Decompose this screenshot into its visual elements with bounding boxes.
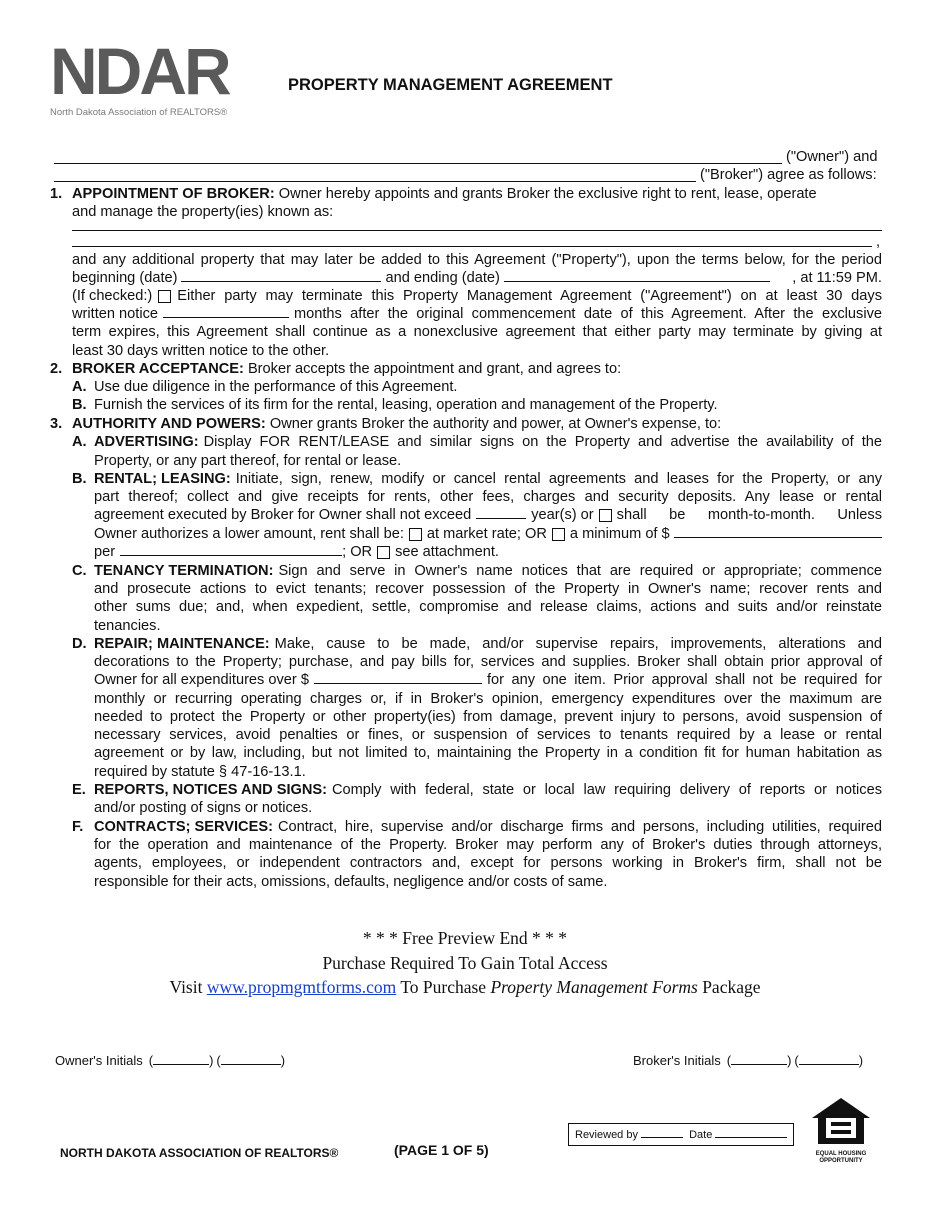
section-1-number: 1. — [50, 186, 63, 202]
expenditure-limit-field[interactable] — [314, 671, 482, 684]
notice-months-field[interactable] — [163, 305, 289, 318]
section-3d-line-8: required by statute § 47-16-13.1. — [94, 764, 306, 780]
section-3b-line-3 — [94, 506, 882, 524]
termination-option-text: Either party may terminate this Property Management Agreement ("Agreement") on at least 30 days — [177, 288, 882, 304]
section-1-text-1: Owner hereby appoints and grants Broker the exclusive right to rent, lease, operate — [278, 186, 817, 202]
section-3f-letter: F. — [72, 819, 84, 835]
section-3-text: Owner grants Broker the authority and power, at Owner's expense, to: — [269, 416, 722, 432]
section-3d-line-5: needed to protect the Property or other property(ies) from damage, prevent injury to persons, avoid suspension of — [94, 709, 882, 725]
section-3f-text-1: Contract, hire, supervise and/or discharge firms and persons, including utilities, required — [277, 819, 882, 835]
section-3f-line-1 — [94, 818, 882, 836]
section-3d-line-7: agreement or by law, including, but not limited to, maintaining the Property in a condition fit for human habitation as — [94, 745, 882, 761]
owner-initials-label: Owner's Initials — [55, 1053, 143, 1068]
section-1-line-7: term expires, this Agreement shall continue as a nonexclusive agreement that either party may terminate by giving at — [72, 324, 882, 340]
section-2a-text: Use due diligence in the performance of this Agreement. — [94, 379, 458, 395]
visit-line — [0, 977, 930, 998]
ndar-logo — [50, 34, 250, 120]
broker-initials-field-2[interactable] — [799, 1054, 859, 1065]
beginning-date-field[interactable] — [181, 269, 381, 282]
eho-line-2: OPPORTUNITY — [819, 1158, 863, 1164]
section-3c-line-3: other sums due; and, when expedient, settle, compromise and release claims, actions and suits and/or reinstate — [94, 599, 882, 615]
rent-amount-text: Owner authorizes a lower amount, rent shall be: — [94, 526, 404, 542]
eho-line-1: EQUAL HOUSING — [815, 1151, 867, 1157]
section-2-heading: BROKER ACCEPTANCE: — [72, 361, 244, 377]
broker-initials: Broker's Initials ( ) ( ) — [633, 1053, 864, 1068]
page-number: (PAGE 1 OF 5) — [394, 1142, 489, 1158]
section-3c-line-2: and prosecute actions to evict tenants; recover possession of the Property in Owner's name; recover rents and — [94, 581, 882, 597]
section-3c-letter: C. — [72, 563, 87, 579]
section-3f-heading: CONTRACTS; SERVICES: — [94, 819, 273, 835]
equal-housing-icon — [810, 1096, 872, 1146]
propmgmtforms-link[interactable]: www.propmgmtforms.com — [206, 977, 397, 997]
month-to-month-checkbox[interactable] — [599, 509, 612, 522]
section-2b-text: Furnish the services of its firm for the rental, leasing, operation and management of the Property. — [94, 397, 718, 413]
notice-months-text: months after the original commencement date of this Agreement. After the exclusive — [293, 306, 882, 322]
section-3b-text-1: Initiate, sign, renew, modify or cancel rental agreements and leases for the Property, or any — [235, 471, 882, 487]
section-3a-text-1: Display FOR RENT/LEASE and similar signs on the Property and advertise the availability of the — [203, 434, 882, 450]
expenditure-limit-text-2: for any one item. Prior approval shall not be required for — [486, 672, 882, 688]
section-3-number: 3. — [50, 416, 63, 432]
broker-suffix: ("Broker") agree as follows: — [700, 167, 877, 183]
if-checked-label: (If checked:) — [72, 288, 153, 304]
address-comma: , — [876, 234, 881, 250]
years-or-text: year(s) or — [531, 507, 594, 523]
broker-initials-field-1[interactable] — [731, 1054, 787, 1065]
section-3b-heading: RENTAL; LEASING: — [94, 471, 231, 487]
minimum-rent-text: a minimum of $ — [569, 526, 670, 542]
reviewed-by-field[interactable] — [641, 1128, 683, 1138]
footer-org: NORTH DAKOTA ASSOCIATION OF REALTORS® — [60, 1146, 339, 1160]
section-3d-line-4: monthly or recurring operating charges or, if in Broker's opinion, emergency expenditures over the maximum are — [94, 691, 882, 707]
owner-name-field[interactable] — [54, 163, 782, 164]
section-2-text: Broker accepts the appointment and grant, and agrees to: — [247, 361, 622, 377]
section-1-line-8: least 30 days written notice to the other. — [72, 343, 330, 359]
owner-suffix: ("Owner") and — [786, 149, 878, 165]
see-attachment-text: see attachment. — [395, 544, 499, 560]
product-name: Property Management Forms — [490, 977, 698, 997]
section-3b-line-2: part thereof; collect and give receipts for rents, other fees, charges and security deposits. Any lease or rental — [94, 489, 882, 505]
property-address-field-1[interactable] — [72, 230, 882, 231]
section-3a-heading: ADVERTISING: — [94, 434, 199, 450]
document-title: PROPERTY MANAGEMENT AGREEMENT — [288, 76, 613, 94]
property-address-field-2[interactable] — [72, 246, 872, 247]
section-3d-line-3 — [94, 671, 882, 689]
section-2-line-1 — [72, 360, 621, 378]
month-to-month-text: shall be month-to-month. Unless — [616, 507, 882, 523]
broker-name-field[interactable] — [54, 181, 696, 182]
owner-initials-field-2[interactable] — [221, 1054, 281, 1065]
see-attachment-checkbox[interactable] — [377, 546, 390, 559]
broker-initials-label: Broker's Initials — [633, 1053, 721, 1068]
expenditure-limit-text: Owner for all expenditures over $ — [94, 672, 309, 688]
market-rate-text: at market rate; OR — [426, 526, 547, 542]
owner-initials: Owner's Initials ( ) ( ) — [55, 1053, 286, 1068]
section-2a-letter: A. — [72, 379, 87, 395]
section-1-heading: APPOINTMENT OF BROKER: — [72, 186, 275, 202]
section-3d-letter: D. — [72, 636, 87, 652]
section-1-line-5 — [72, 287, 882, 305]
review-date-label: Date — [689, 1129, 713, 1141]
section-3e-heading: REPORTS, NOTICES AND SIGNS: — [94, 782, 327, 798]
termination-option-checkbox[interactable] — [158, 290, 171, 303]
section-3c-text-1: Sign and serve in Owner's name notices that are required or appropriate; commence — [278, 563, 882, 579]
section-3f-line-2: for the operation and maintenance of the Property. Broker may perform any of Broker's duties through attorneys, — [94, 837, 882, 853]
section-3d-heading: REPAIR; MAINTENANCE: — [94, 636, 270, 652]
per-label: per — [94, 544, 116, 560]
minimum-rent-checkbox[interactable] — [552, 528, 565, 541]
review-box — [568, 1123, 794, 1146]
section-3f-line-4: responsible for their acts, omissions, defaults, negligence and/or costs of same. — [94, 874, 608, 890]
section-3-line-1 — [72, 415, 721, 433]
section-3d-text-1: Make, cause to be made, and/or supervise repairs, improvements, alterations and — [274, 636, 882, 652]
ending-date-field[interactable] — [504, 269, 770, 282]
reviewed-by-label: Reviewed by — [575, 1129, 638, 1141]
section-3d-line-2: decorations to the Property; purchase, and pay bills for, services and supplies. Broker shall obtain prior approval of — [94, 654, 882, 670]
section-3b-line-1 — [94, 470, 882, 488]
section-3e-line-2: and/or posting of signs or notices. — [94, 800, 313, 816]
beginning-date-label: beginning (date) — [72, 270, 178, 286]
section-1-line-3: and any additional property that may later be added to this Agreement ("Property"), upon the terms below, for the period — [72, 252, 882, 268]
section-3-heading: AUTHORITY AND POWERS: — [72, 416, 266, 432]
section-3a-line-2: Property, or any part thereof, for rental or lease. — [94, 453, 402, 469]
logo-subtitle: North Dakota Association of REALTORS® — [50, 107, 228, 118]
logo-mark: NDAR — [50, 34, 229, 108]
section-3b-line-5 — [94, 543, 499, 561]
equal-housing-logo — [810, 1096, 872, 1165]
market-rate-checkbox[interactable] — [409, 528, 422, 541]
section-1-line-2: and manage the property(ies) known as: — [72, 204, 334, 220]
lease-years-field[interactable] — [476, 506, 526, 519]
section-1-line-1 — [72, 185, 817, 203]
section-3d-line-6: necessary services, avoid penalties or fines, or suspension of services to tenants required by a lease or rental — [94, 727, 882, 743]
section-3f-line-3: agents, employees, or independent contractors and, except for persons working in Broker's firm, shall not be — [94, 855, 882, 871]
section-3e-letter: E. — [72, 782, 86, 798]
or-text: ; OR — [342, 544, 373, 560]
minimum-rent-field[interactable] — [674, 525, 882, 538]
section-3e-text-1: Comply with federal, state or local law requiring delivery of reports or notices — [331, 782, 882, 798]
section-1-line-6 — [72, 305, 882, 323]
lease-term-text: agreement executed by Broker for Owner shall not exceed — [94, 507, 472, 523]
ending-date-label: and ending (date) — [385, 270, 500, 286]
section-3c-line-4: tenancies. — [94, 618, 161, 634]
section-3a-line-1 — [94, 433, 882, 451]
package-text: Package — [702, 977, 761, 997]
section-3a-letter: A. — [72, 434, 87, 450]
end-time-text: , at 11:59 PM. — [792, 270, 882, 286]
visit-text: Visit — [169, 977, 203, 997]
section-3e-line-1 — [94, 781, 882, 799]
to-purchase-text: To Purchase — [400, 977, 487, 997]
written-notice-label: written notice — [72, 306, 158, 322]
review-date-field[interactable] — [715, 1128, 787, 1138]
section-3d-line-1 — [94, 635, 882, 653]
purchase-required-notice: Purchase Required To Gain Total Access — [322, 953, 608, 973]
section-3c-line-1 — [94, 562, 882, 580]
section-2-number: 2. — [50, 361, 63, 377]
section-3c-heading: TENANCY TERMINATION: — [94, 563, 274, 579]
section-1-line-4 — [72, 269, 882, 287]
preview-end-notice: * * * Free Preview End * * * — [362, 928, 568, 948]
section-3b-line-4 — [94, 525, 882, 543]
rent-period-field[interactable] — [120, 543, 342, 556]
section-3b-letter: B. — [72, 471, 87, 487]
section-2b-letter: B. — [72, 397, 87, 413]
owner-initials-field-1[interactable] — [153, 1054, 209, 1065]
